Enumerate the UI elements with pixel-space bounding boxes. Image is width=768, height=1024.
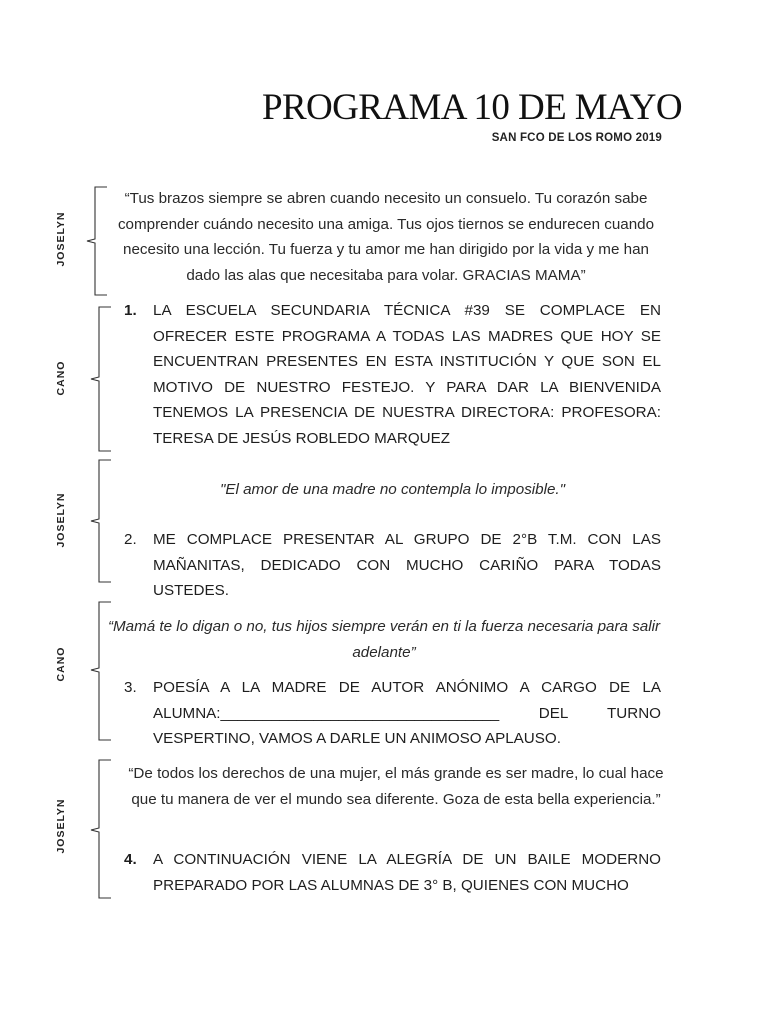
quote-text: "El amor de una madre no contempla lo imposible."	[219, 481, 566, 498]
item-text: LA ESCUELA SECUNDARIA TÉCNICA #39 SE COMPLACE EN OFRECER ESTE PROGRAMA A TODAS LAS MADRES QUE HOY SE ENCUENTRAN PRESENTES EN ESTA INSTITUCIÓN Y QUE SON EL MOTIVO DE NUESTRO FESTEJO. Y PARA DAR LA BIENVENIDA TENEMOS LA PRESENCIA DE NUESTRA DIRECTORA: PROFESORA: TERESA DE JESÚS ROBLEDO MARQUEZ	[153, 302, 661, 447]
item-number: 1.	[124, 302, 137, 319]
speaker-label: CANO	[55, 360, 67, 396]
item-text: ME COMPLACE PRESENTAR AL GRUPO DE 2°B T.M. CON LAS MAÑANITAS, DEDICADO CON MUCHO CARIÑO PARA TODAS USTEDES.	[153, 531, 661, 599]
item-number: 3.	[124, 679, 137, 696]
program-item	[124, 847, 661, 898]
item-number: 2.	[124, 531, 137, 548]
quote-text: “Tus brazos siempre se abren cuando necesito un consuelo. Tu corazón sabe comprender cuándo necesito una amiga. Tus ojos tiernos se endurecen cuando necesito una lección. Tu fuerza y tu amor me han dirigido por la vida y me han dado las alas que necesitaba para volar. GRACIAS MAMA”	[117, 190, 655, 284]
item-number: 4.	[124, 851, 137, 868]
quote-text: “Mamá te lo digan o no, tus hijos siempre verán en ti la fuerza necesaria para salir adelante”	[107, 618, 661, 661]
program-item	[124, 527, 661, 604]
section-brace	[86, 306, 122, 452]
program-item	[124, 675, 661, 752]
section-brace	[86, 759, 122, 899]
item-text: A CONTINUACIÓN VIENE LA ALEGRÍA DE UN BAILE MODERNO PREPARADO POR LAS ALUMNAS DE 3° B, QUIENES CON MUCHO	[153, 851, 661, 894]
item-text: POESÍA A LA MADRE DE AUTOR ANÓNIMO A CARGO DE LA ALUMNA:_________________________________ DEL TURNO VESPERTINO, VAMOS A DARLE UN ANIMOSO APLAUSO.	[153, 679, 661, 747]
page-subtitle: SAN FCO DE LOS ROMO 2019	[491, 132, 662, 144]
quote-text: “De todos los derechos de una mujer, el más grande es ser madre, lo cual hace que tu manera de ver el mundo sea diferente. Goza de esta bella experiencia.”	[128, 765, 664, 808]
section-brace	[86, 459, 122, 583]
program-item	[124, 298, 661, 451]
page-title: PROGRAMA 10 DE MAYO	[262, 87, 683, 128]
speaker-label: CANO	[55, 646, 67, 682]
speaker-label: JOSELYN	[55, 492, 67, 548]
speaker-label: JOSELYN	[55, 211, 67, 267]
speaker-label: JOSELYN	[55, 798, 67, 854]
